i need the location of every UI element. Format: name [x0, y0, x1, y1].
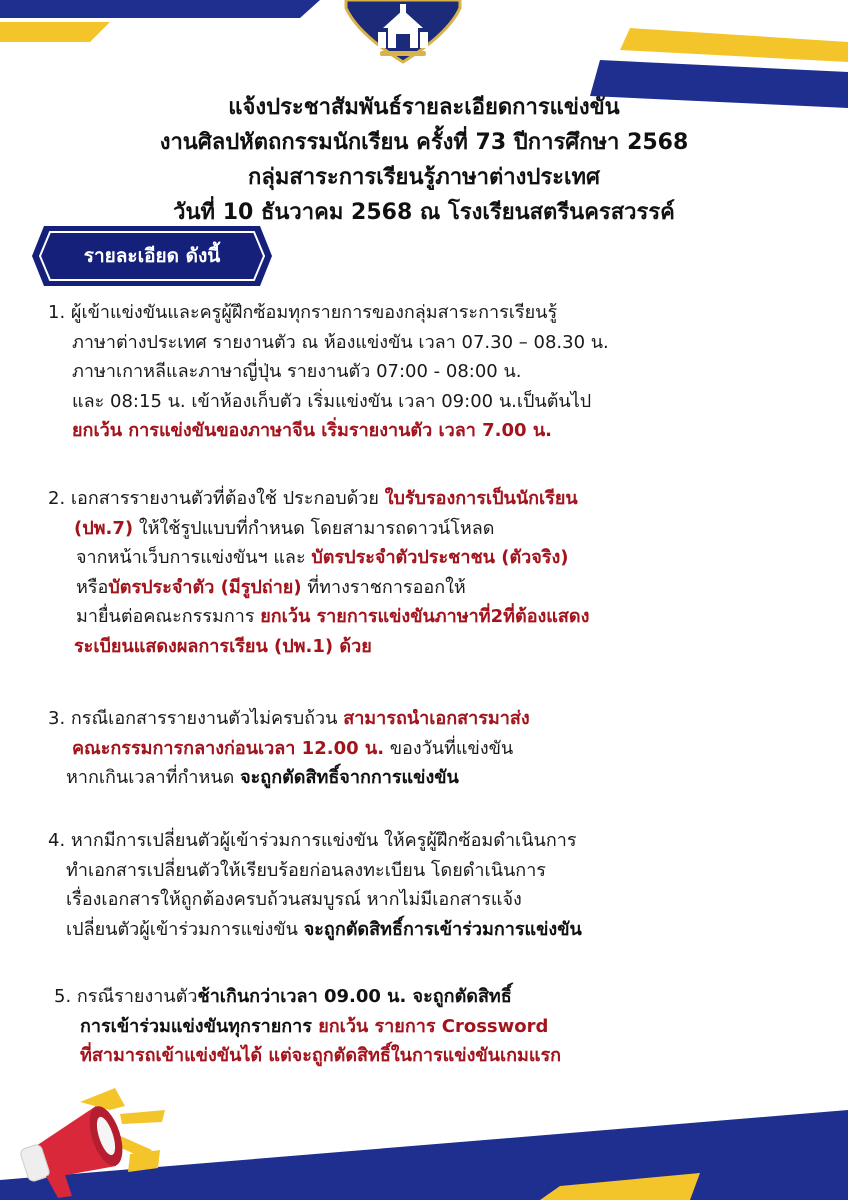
header-line-4: วันที่ 10 ธันวาคม 2568 ณ โรงเรียนสตรีนครสวรรค์: [173, 200, 675, 225]
item-2-line-5-text: มายื่นต่อคณะกรรมการ: [76, 606, 261, 627]
megaphone-icon: [20, 1088, 170, 1200]
item-3-line-2-text: ของวันที่แข่งขัน: [384, 737, 514, 759]
item-4-line-4-emphasis: จะถูกตัดสิทธิ์การเข้าร่วมการแข่งขัน: [303, 918, 582, 940]
item-5-line-2-text: การเข้าร่วมแข่งขันทุกรายการ: [80, 1015, 319, 1037]
item-4-line-3: เรื่องเอกสารให้ถูกต้องครบถ้วนสมบูรณ์ หากไม่มีเอกสารแจ้ง: [66, 889, 522, 910]
item-2-line-6: ระเบียนแสดงผลการเรียน (ปพ.1) ด้วย: [74, 635, 372, 657]
item-2-line-5: [48, 602, 589, 632]
item-5-line-2-emphasis: ยกเว้น รายการ Crossword: [318, 1015, 549, 1037]
item-2-line-3-text: จากหน้าเว็บการแข่งขันฯ และ: [76, 547, 312, 568]
item-3-line-1: [48, 704, 530, 734]
list-item-2: [48, 484, 589, 661]
item-2-line-4-emphasis: บัตรประจำตัว (มีรูปถ่าย): [108, 576, 302, 598]
list-item-1: [48, 298, 609, 446]
item-4-line-4-text: เปลี่ยนตัวผู้เข้าร่วมการแข่งขัน: [66, 918, 304, 940]
item-2-line-2-emphasis: (ปพ.7): [74, 517, 134, 539]
item-2-line-3-emphasis: บัตรประจำตัวประชาชน (ตัวจริง): [311, 547, 569, 568]
item-4-line-1: 4. หากมีการเปลี่ยนตัวผู้เข้าร่วมการแข่งขัน ให้ครูผู้ฝึกซ้อมดำเนินการ: [48, 830, 577, 851]
header-line-1: แจ้งประชาสัมพันธ์รายละเอียดการแข่งขัน: [228, 95, 620, 120]
item-2-line-2-text: ให้ใช้รูปแบบที่กำหนด โดยสามารถดาวน์โหลด: [133, 517, 495, 539]
item-1-line-3: ภาษาเกาหลีและภาษาญี่ปุ่น รายงานตัว 07:00 - 08:00 น.: [72, 361, 522, 382]
item-5-line-1-emphasis: ช้าเกินกว่าเวลา 09.00 น. จะถูกตัดสิทธิ์: [197, 986, 512, 1007]
item-5-line-1: [54, 982, 561, 1012]
item-2-line-4-tail: ที่ทางราชการออกให้: [301, 576, 466, 598]
item-2-line-4-text: หรือ: [76, 576, 109, 598]
item-4-line-2: ทำเอกสารเปลี่ยนตัวให้เรียบร้อยก่อนลงทะเบียน โดยดำเนินการ: [66, 859, 546, 881]
item-2-line-2: [48, 514, 589, 544]
item-1-line-4: และ 08:15 น. เข้าห้องเก็บตัว เริ่มแข่งขัน เวลา 09:00 น.เป็นต้นไป: [72, 390, 592, 412]
item-3-line-3-emphasis: จะถูกตัดสิทธิ์จากการแข่งขัน: [240, 767, 459, 788]
item-3-line-1-emphasis: สามารถนำเอกสารมาส่ง: [343, 708, 530, 729]
details-badge-label: รายละเอียด ดังนี้: [83, 245, 221, 267]
item-2-line-4: [48, 573, 589, 603]
item-3-line-1-text: 3. กรณีเอกสารรายงานตัวไม่ครบถ้วน: [48, 708, 344, 729]
item-2-line-1-text: 2. เอกสารรายงานตัวที่ต้องใช้ ประกอบด้วย: [48, 488, 385, 509]
item-1-line-5: ยกเว้น การแข่งขันของภาษาจีน เริ่มรายงานตัว เวลา 7.00 น.: [72, 420, 552, 441]
item-2-line-1-emphasis: ใบรับรองการเป็นนักเรียน: [384, 488, 578, 509]
item-3-line-3-text: หากเกินเวลาที่กำหนด: [66, 767, 241, 788]
item-5-line-2: [54, 1012, 561, 1042]
list-item-5: [54, 982, 561, 1071]
item-3-line-3: [48, 763, 530, 793]
top-left-decoration: [0, 0, 330, 60]
header-line-2: งานศิลปหัตถกรรมนักเรียน ครั้งที่ 73 ปีการศึกษา 2568: [159, 130, 689, 155]
header-line-3: กลุ่มสาระการเรียนรู้ภาษาต่างประเทศ: [248, 165, 600, 190]
list-item-4: [48, 826, 582, 944]
school-emblem-icon: [338, 0, 468, 70]
item-1-line-2: ภาษาต่างประเทศ รายงานตัว ณ ห้องแข่งขัน เวลา 07.30 – 08.30 น.: [72, 331, 609, 353]
item-4-line-4: [48, 915, 582, 945]
item-5-line-3: ที่สามารถเข้าแข่งขันได้ แต่จะถูกตัดสิทธิ์ในการแข่งขันเกมแรก: [80, 1045, 562, 1066]
item-2-line-3: [48, 543, 589, 573]
list-item-3: [48, 704, 530, 793]
item-3-line-2-emphasis: คณะกรรมการกลางก่อนเวลา 12.00 น.: [72, 737, 385, 759]
item-2-line-1: [48, 484, 589, 514]
announcement-header: [0, 90, 848, 230]
item-5-line-1-text: 5. กรณีรายงานตัว: [54, 986, 198, 1007]
item-3-line-2: [48, 734, 530, 764]
item-1-line-1: 1. ผู้เข้าแข่งขันและครูผู้ฝึกซ้อมทุกรายการของกลุ่มสาระการเรียนรู้: [48, 302, 558, 323]
item-2-line-5-emphasis: ยกเว้น รายการแข่งขันภาษาที่2ที่ต้องแสดง: [260, 606, 590, 627]
details-badge: [30, 224, 274, 288]
